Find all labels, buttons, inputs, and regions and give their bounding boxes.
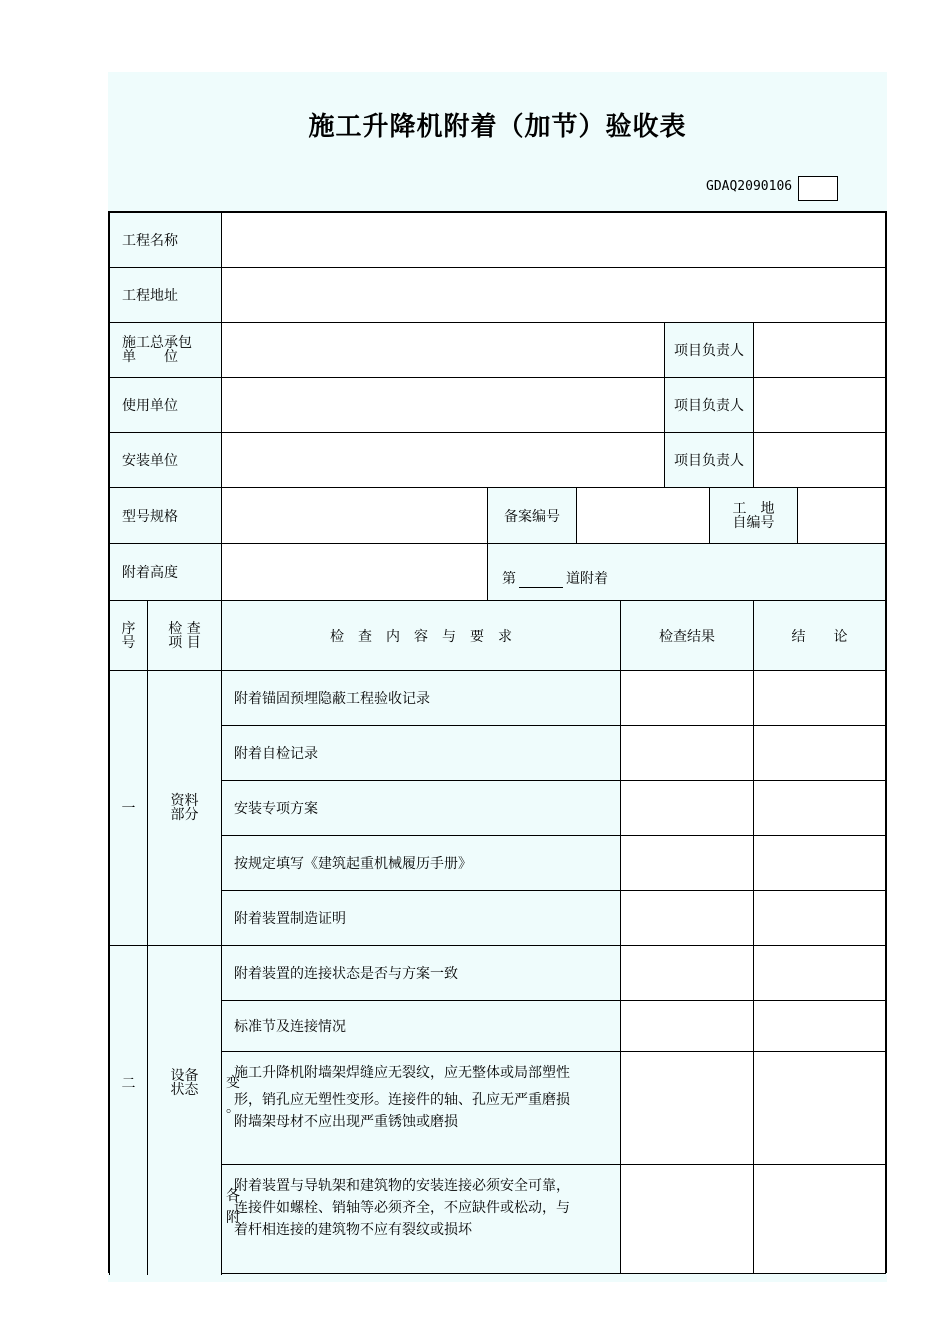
site-number-field[interactable] <box>797 487 886 544</box>
section-1-item-3-conclusion[interactable] <box>753 780 886 836</box>
form-title: 施工升降机附着（加节）验收表 <box>308 112 687 142</box>
section-2-item-1-result[interactable] <box>620 945 754 1001</box>
form-code-suffix-box[interactable] <box>798 176 838 201</box>
install-unit-field[interactable] <box>221 432 665 488</box>
user-manager-label: 项目负责人 <box>664 377 754 433</box>
attach-seq-suffix: 道附着 <box>566 571 608 587</box>
contractor-manager-field[interactable] <box>753 322 886 378</box>
attach-height-label: 附着高度 <box>109 543 222 601</box>
section-1-item-4-result[interactable] <box>620 835 754 891</box>
install-manager-field[interactable] <box>753 432 886 488</box>
section-1-item-1-result[interactable] <box>620 670 754 726</box>
section-2-item-3-result[interactable] <box>620 1051 754 1165</box>
header-seq: 序 号 <box>109 600 148 671</box>
section-1-seq: 一 <box>109 670 148 946</box>
section-1-item-5-result[interactable] <box>620 890 754 946</box>
site-number-label: 工 地 自编号 <box>709 487 798 544</box>
user-unit-field[interactable] <box>221 377 665 433</box>
header-item: 检 查 项 目 <box>147 600 222 671</box>
attach-height-field[interactable] <box>221 543 488 601</box>
header-result: 检查结果 <box>620 600 754 671</box>
section-2-name: 设备 状态 <box>147 945 222 1275</box>
section-2-seq: 二 <box>109 945 148 1275</box>
model-spec-label: 型号规格 <box>109 487 222 544</box>
contractor-manager-label: 项目负责人 <box>664 322 754 378</box>
section-2-item-4-result[interactable] <box>620 1164 754 1274</box>
model-spec-field[interactable] <box>221 487 488 544</box>
section-2-item-2: 标准节及连接情况 <box>221 1000 621 1052</box>
section-1-item-3-result[interactable] <box>620 780 754 836</box>
section-2-item-2-conclusion[interactable] <box>753 1000 886 1052</box>
general-contractor-field[interactable] <box>221 322 665 378</box>
project-address-label: 工程地址 <box>109 267 222 323</box>
install-manager-label: 项目负责人 <box>664 432 754 488</box>
section-1-item-2-result[interactable] <box>620 725 754 781</box>
section-2-item-3-conclusion[interactable] <box>753 1051 886 1165</box>
section-1-item-2-conclusion[interactable] <box>753 725 886 781</box>
form-code: GDAQ2090106 <box>706 179 793 194</box>
section-2-item-1-conclusion[interactable] <box>753 945 886 1001</box>
attach-seq-prefix: 第 <box>502 571 516 587</box>
header-conclusion: 结 论 <box>753 600 886 671</box>
section-2-item-3: 施工升降机附墙架焊缝应无裂纹，应无整体或局部塑性 变 形，销孔应无塑性变形。连接件的轴、孔应无严重磨损 。 附墙架母材不应出现严重锈蚀或磨损 <box>221 1051 621 1165</box>
section-1-item-5-conclusion[interactable] <box>753 890 886 946</box>
record-number-label: 备案编号 <box>487 487 577 544</box>
user-unit-label: 使用单位 <box>109 377 222 433</box>
section-2-item-1: 附着装置的连接状态是否与方案一致 <box>221 945 621 1001</box>
project-name-label: 工程名称 <box>109 212 222 268</box>
attach-sequence <box>487 543 886 601</box>
general-contractor-label: 施工总承包 单 位 <box>109 322 222 378</box>
install-unit-label: 安装单位 <box>109 432 222 488</box>
section-1-item-4: 按规定填写《建筑起重机械履历手册》 <box>221 835 621 891</box>
user-manager-field[interactable] <box>753 377 886 433</box>
record-number-field[interactable] <box>576 487 710 544</box>
section-2-item-4: 附着装置与导轨架和建筑物的安装连接必须安全可靠， 各 连接件如螺栓、销轴等必须齐全，不应缺件或松动，与 附 着杆相连接的建筑物不应有裂纹或损坏 <box>221 1164 621 1274</box>
section-1-item-3: 安装专项方案 <box>221 780 621 836</box>
header-content: 检 查 内 容 与 要 求 <box>221 600 621 671</box>
project-address-field[interactable] <box>221 267 886 323</box>
section-1-item-5: 附着装置制造证明 <box>221 890 621 946</box>
section-2-item-4-conclusion[interactable] <box>753 1164 886 1274</box>
section-1-item-2: 附着自检记录 <box>221 725 621 781</box>
project-name-field[interactable] <box>221 212 886 268</box>
section-1-item-4-conclusion[interactable] <box>753 835 886 891</box>
attach-seq-input[interactable] <box>519 573 563 588</box>
section-1-item-1: 附着锚固预埋隐蔽工程验收记录 <box>221 670 621 726</box>
section-1-item-1-conclusion[interactable] <box>753 670 886 726</box>
section-1-name: 资料 部分 <box>147 670 222 946</box>
section-2-item-2-result[interactable] <box>620 1000 754 1052</box>
